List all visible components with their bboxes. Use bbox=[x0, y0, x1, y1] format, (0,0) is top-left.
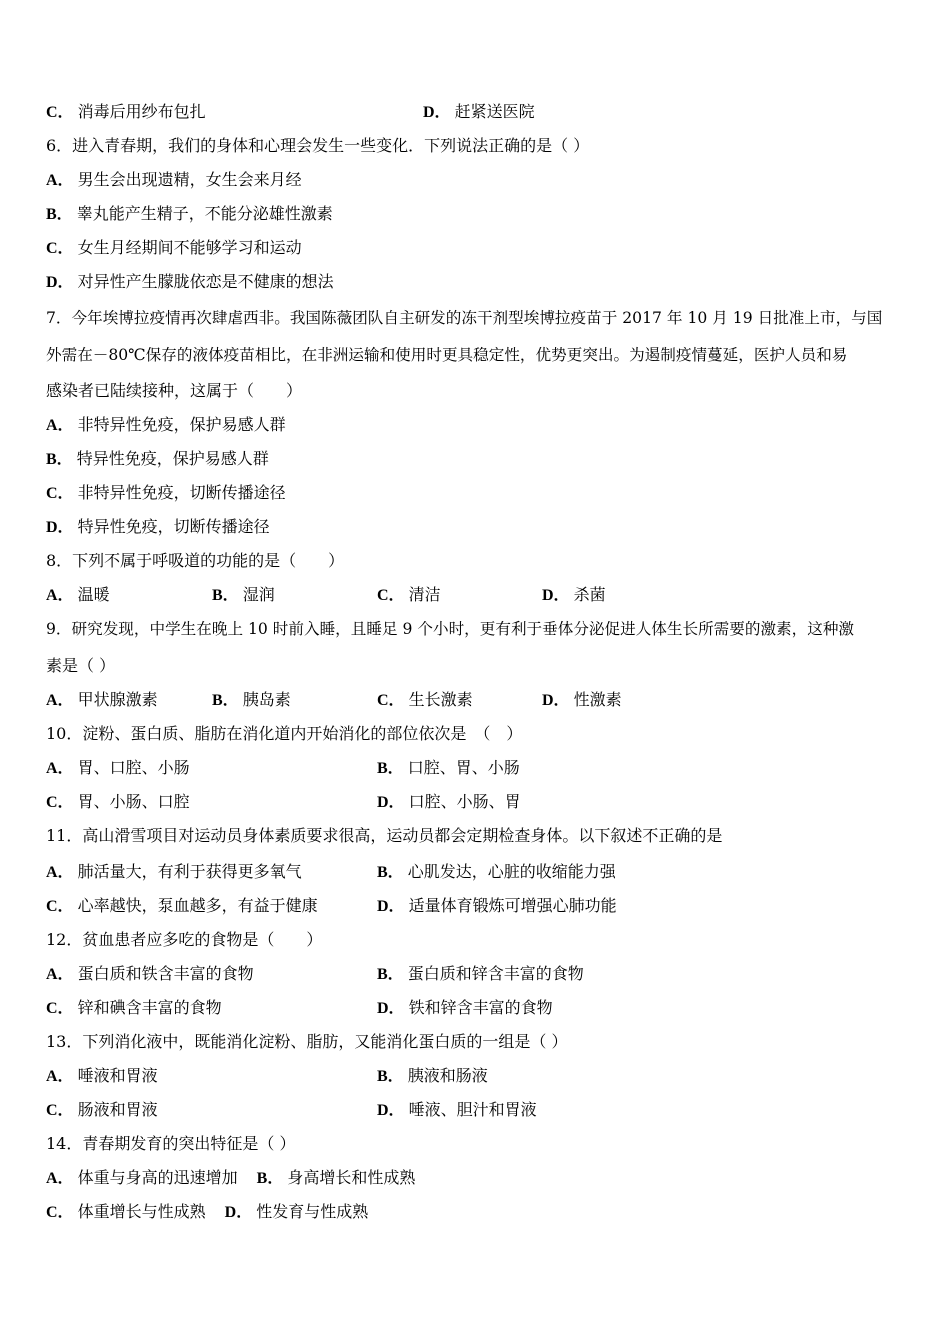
q6-option-c: C． 女生月经期间不能够学习和运动 bbox=[46, 238, 302, 257]
q8-option-b: B． 湿润 bbox=[212, 585, 275, 604]
q13-stem: 13．下列消化液中，既能消化淀粉、脂肪，又能消化蛋白质的一组是（ ） bbox=[46, 1032, 568, 1051]
q14-stem: 14．青春期发育的突出特征是（ ） bbox=[46, 1134, 296, 1153]
q8-option-a: A． 温暖 bbox=[46, 585, 110, 604]
q13-option-a: A． 唾液和胃液 bbox=[46, 1066, 158, 1085]
q9-option-c: C． 生长激素 bbox=[377, 690, 473, 709]
q12-options-row-cd bbox=[46, 998, 746, 1019]
q9-stem-line1: 9．研究发现，中学生在晚上 10 时前入睡，且睡足 9 个小时，更有利于垂体分泌促进人体生长所需要的激素，这种激 bbox=[46, 620, 855, 638]
q11-option-b: B． 心肌发达，心脏的收缩能力强 bbox=[377, 862, 616, 881]
q11-option-a: A． 肺活量大，有利于获得更多氧气 bbox=[46, 862, 302, 881]
q13-option-b: B． 胰液和肠液 bbox=[377, 1066, 488, 1085]
q12-options-row-ab bbox=[46, 964, 746, 985]
q8-option-d: D． 杀菌 bbox=[542, 585, 606, 604]
q8-option-c: C． 清洁 bbox=[377, 585, 441, 604]
q7-option-c: C． 非特异性免疫，切断传播途径 bbox=[46, 483, 286, 502]
q9-option-b: B． 胰岛素 bbox=[212, 690, 291, 709]
q7-option-d: D． 特异性免疫，切断传播途径 bbox=[46, 517, 270, 536]
q12-stem: 12．贫血患者应多吃的食物是（ ） bbox=[46, 930, 323, 949]
q7-option-a: A． 非特异性免疫，保护易感人群 bbox=[46, 415, 286, 434]
q7-stem-line1: 7．今年埃博拉疫情再次肆虐西非。我国陈薇团队自主研发的冻干剂型埃博拉疫苗于 2017 年 10 月 19 日批准上市，与国 bbox=[46, 309, 883, 327]
q6-stem: 6．进入青春期，我们的身体和心理会发生一些变化．下列说法正确的是（ ） bbox=[46, 136, 590, 155]
q13-options-row-ab bbox=[46, 1066, 746, 1087]
q11-options-row-cd bbox=[46, 896, 746, 917]
q14-option-b: B． 身高增长和性成熟 bbox=[256, 1168, 416, 1187]
q9-stem-line2: 素是（ ） bbox=[46, 656, 116, 675]
q11-option-d: D． 适量体育锻炼可增强心肺功能 bbox=[377, 896, 617, 915]
q7-stem-line3: 感染者已陆续接种，这属于（ ） bbox=[46, 381, 303, 400]
q10-option-c: C． 胃、小肠、口腔 bbox=[46, 792, 190, 811]
q14-option-a: A． 体重与身高的迅速增加 bbox=[46, 1168, 238, 1187]
q9-option-a: A． 甲状腺激素 bbox=[46, 690, 158, 709]
q6-option-b: B． 睾丸能产生精子，不能分泌雄性激素 bbox=[46, 204, 333, 223]
q10-options-row-ab bbox=[46, 758, 746, 779]
q13-option-d: D． 唾液、胆汁和胃液 bbox=[377, 1100, 537, 1119]
q13-option-c: C． 肠液和胃液 bbox=[46, 1100, 158, 1119]
q9-options-row bbox=[46, 690, 746, 711]
q11-options-row-ab bbox=[46, 862, 746, 883]
q11-option-c: C． 心率越快，泵血越多，有益于健康 bbox=[46, 896, 318, 915]
q9-option-d: D． 性激素 bbox=[542, 690, 622, 709]
q12-option-d: D． 铁和锌含丰富的食物 bbox=[377, 998, 553, 1017]
q10-option-b: B． 口腔、胃、小肠 bbox=[377, 758, 520, 777]
q7-option-b: B． 特异性免疫，保护易感人群 bbox=[46, 449, 269, 468]
q14-options-row-ab bbox=[46, 1168, 415, 1189]
q7-stem-line2: 外需在－80℃保存的液体疫苗相比，在非洲运输和使用时更具稳定性，优势更突出。为遏制疫情蔓延，医护人员和易 bbox=[46, 346, 848, 364]
q8-options-row bbox=[46, 585, 746, 606]
q6-option-d: D． 对异性产生朦胧依恋是不健康的想法 bbox=[46, 272, 334, 291]
q8-stem: 8．下列不属于呼吸道的功能的是（ ） bbox=[46, 551, 345, 570]
q14-options-row-cd bbox=[46, 1202, 368, 1223]
q12-option-b: B． 蛋白质和锌含丰富的食物 bbox=[377, 964, 584, 983]
q12-option-c: C． 锌和碘含丰富的食物 bbox=[46, 998, 222, 1017]
q14-option-d: D． 性发育与性成熟 bbox=[224, 1202, 369, 1221]
q10-option-a: A． 胃、口腔、小肠 bbox=[46, 758, 190, 777]
q14-option-c: C． 体重增长与性成熟 bbox=[46, 1202, 206, 1221]
q5-options-row-cd bbox=[46, 102, 535, 123]
q10-stem: 10．淀粉、蛋白质、脂肪在消化道内开始消化的部位依次是 （ ） bbox=[46, 724, 523, 743]
q5-option-c: C． 消毒后用纱布包扎 bbox=[46, 102, 206, 121]
q11-stem: 11．高山滑雪项目对运动员身体素质要求很高，运动员都会定期检查身体。以下叙述不正确的是 bbox=[46, 826, 723, 845]
q10-options-row-cd bbox=[46, 792, 746, 813]
q10-option-d: D． 口腔、小肠、胃 bbox=[377, 792, 521, 811]
q5-option-d: D． 赶紧送医院 bbox=[423, 102, 535, 121]
q6-option-a: A． 男生会出现遗精，女生会来月经 bbox=[46, 170, 302, 189]
q13-options-row-cd bbox=[46, 1100, 746, 1121]
q12-option-a: A． 蛋白质和铁含丰富的食物 bbox=[46, 964, 254, 983]
